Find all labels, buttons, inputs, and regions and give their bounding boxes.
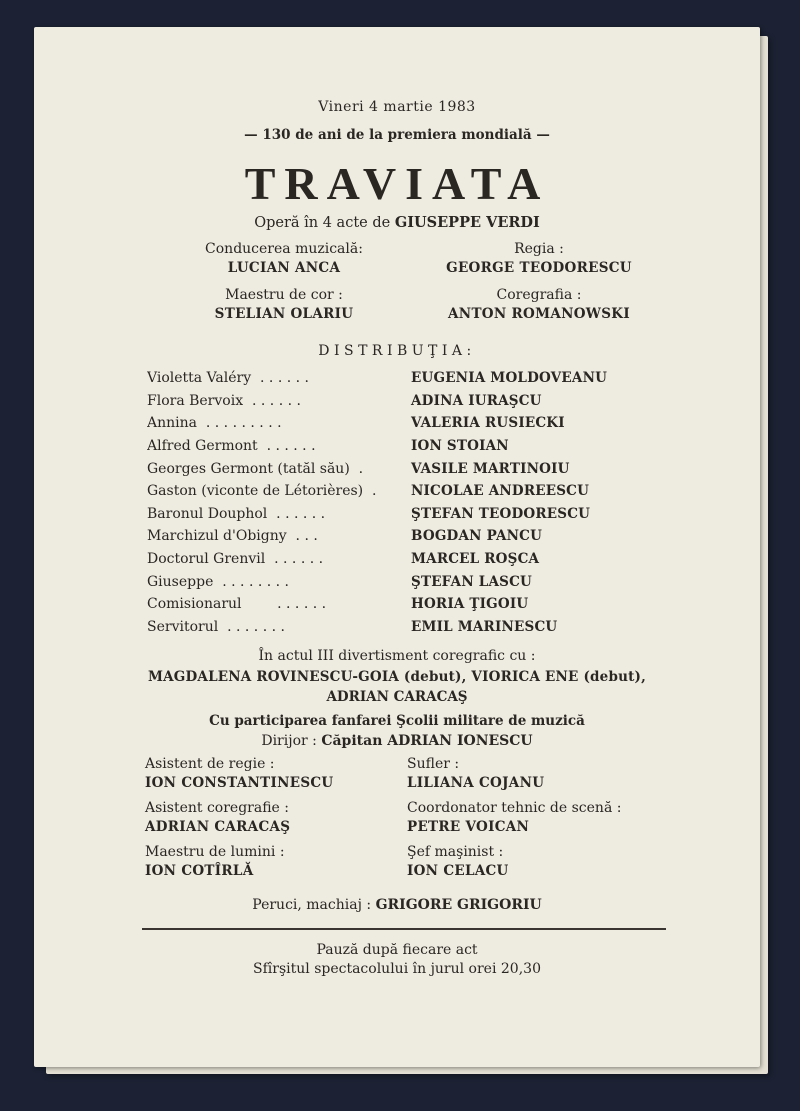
cast-actor: ŞTEFAN LASCU bbox=[411, 573, 533, 590]
crew-musical-direction bbox=[184, 240, 384, 278]
staff-name: LILIANA COJANU bbox=[407, 775, 545, 791]
wigs-makeup-credit bbox=[34, 897, 760, 913]
cast-row bbox=[147, 525, 667, 548]
opera-title: TRAVIATA bbox=[244, 158, 550, 209]
intermission-note: Pauză după fiecare act bbox=[316, 942, 478, 958]
cast-row bbox=[147, 503, 667, 526]
divider-rule bbox=[142, 928, 666, 930]
cast-actor: BOGDAN PANCU bbox=[411, 528, 543, 545]
staff-name: ION CELACU bbox=[407, 863, 509, 879]
staff-role: Asistent coregrafie : bbox=[145, 800, 289, 816]
crew-name: ANTON ROMANOWSKI bbox=[448, 306, 630, 322]
cast-role: Flora Bervoix . . . . . . bbox=[147, 392, 301, 409]
cast-row bbox=[147, 412, 667, 435]
cast-actor: NICOLAE ANDREESCU bbox=[411, 483, 590, 500]
crew-name: GEORGE TEODORESCU bbox=[446, 260, 632, 276]
staff-assistant-director bbox=[145, 755, 334, 793]
wigs-name: GRIGORE GRIGORIU bbox=[375, 897, 542, 913]
cast-actor: HORIA ŢIGOIU bbox=[411, 596, 529, 613]
cast-actor: VALERIA RUSIECKI bbox=[411, 415, 565, 432]
divertissement-intro: În actul III divertisment coregrafic cu : bbox=[258, 648, 536, 664]
end-time-note: Sfîrşitul spectacolului în jurul orei 20,30 bbox=[253, 961, 541, 977]
cast-list bbox=[147, 367, 667, 638]
cast-actor: EMIL MARINESCU bbox=[411, 618, 558, 635]
anniversary-line: — 130 de ani de la premiera mondială — bbox=[244, 127, 550, 143]
opera-subtitle bbox=[34, 214, 760, 231]
staff-role: Şef maşinist : bbox=[407, 844, 504, 860]
cast-actor: ION STOIAN bbox=[411, 438, 509, 455]
cast-heading: DISTRIBUŢIA: bbox=[318, 343, 476, 359]
divertissement-dancers: MAGDALENA ROVINESCU-GOIA (debut), VIORICA ENE (debut), bbox=[147, 669, 647, 685]
composer-name: GIUSEPPE VERDI bbox=[394, 214, 540, 231]
cast-row bbox=[147, 616, 667, 639]
staff-lighting-master bbox=[145, 843, 285, 881]
cast-row bbox=[147, 435, 667, 458]
staff-name: ION COTÎRLĂ bbox=[145, 863, 254, 879]
performance-date: Vineri 4 martie 1983 bbox=[318, 99, 476, 115]
cast-actor: ADINA IURAŞCU bbox=[411, 392, 542, 409]
crew-name: STELIAN OLARIU bbox=[214, 306, 354, 322]
cast-row bbox=[147, 367, 667, 390]
cast-row bbox=[147, 480, 667, 503]
cast-role: Annina . . . . . . . . . bbox=[147, 415, 282, 432]
cast-role: Gaston (viconte de Létorières) . bbox=[147, 483, 377, 500]
cast-row bbox=[147, 457, 667, 480]
cast-role: Violetta Valéry . . . . . . bbox=[147, 370, 309, 387]
staff-role: Coordonator tehnic de scenă : bbox=[407, 800, 622, 816]
staff-role: Asistent de regie : bbox=[145, 756, 275, 772]
crew-role: Conducerea muzicală: bbox=[205, 241, 363, 257]
crew-choreography bbox=[434, 286, 644, 324]
cast-role: Georges Germont (tatăl său) . bbox=[147, 460, 364, 477]
cast-role: Giuseppe . . . . . . . . bbox=[147, 573, 290, 590]
staff-assistant-choreography bbox=[145, 799, 290, 837]
cast-row bbox=[147, 593, 667, 616]
wigs-label: Peruci, machiaj : bbox=[252, 897, 372, 913]
cast-role: Comisionarul . . . . . . bbox=[147, 596, 327, 613]
divertissement-dancers-cont: ADRIAN CARACAŞ bbox=[326, 689, 468, 705]
cast-actor: VASILE MARTINOIU bbox=[411, 460, 570, 477]
cast-row bbox=[147, 390, 667, 413]
program-sheet bbox=[34, 27, 760, 1067]
conductor-name: Căpitan ADRIAN IONESCU bbox=[321, 733, 533, 749]
cast-role: Alfred Germont . . . . . . bbox=[147, 438, 316, 455]
cast-role: Baronul Douphol . . . . . . bbox=[147, 505, 326, 522]
crew-role: Regia : bbox=[514, 241, 564, 257]
staff-role: Maestru de lumini : bbox=[145, 844, 285, 860]
crew-name: LUCIAN ANCA bbox=[227, 260, 341, 276]
cast-role: Doctorul Grenvil . . . . . . bbox=[147, 551, 324, 568]
subtitle-prefix: Operă în 4 acte de bbox=[254, 215, 391, 231]
staff-role: Sufler : bbox=[407, 756, 460, 772]
conductor-label: Dirijor : bbox=[261, 733, 317, 749]
staff-technical-coordinator bbox=[407, 799, 621, 837]
staff-name: ADRIAN CARACAŞ bbox=[145, 819, 291, 835]
staff-name: ION CONSTANTINESCU bbox=[145, 775, 334, 791]
cast-role: Servitorul . . . . . . . bbox=[147, 618, 285, 635]
crew-stage-direction bbox=[434, 240, 644, 278]
staff-prompter bbox=[407, 755, 544, 793]
cast-row bbox=[147, 570, 667, 593]
staff-chief-machinist bbox=[407, 843, 509, 881]
fanfare-credit: Cu participarea fanfarei Şcolii militare de muzică bbox=[209, 713, 585, 729]
cast-role: Marchizul d'Obigny . . . bbox=[147, 528, 318, 545]
crew-chorus-master bbox=[184, 286, 384, 324]
crew-role: Maestru de cor : bbox=[225, 287, 343, 303]
conductor-credit bbox=[34, 733, 760, 749]
crew-role: Coregrafia : bbox=[496, 287, 582, 303]
cast-actor: ŞTEFAN TEODORESCU bbox=[411, 505, 591, 522]
cast-actor: MARCEL ROŞCA bbox=[411, 551, 540, 568]
staff-name: PETRE VOICAN bbox=[407, 819, 530, 835]
cast-actor: EUGENIA MOLDOVEANU bbox=[411, 370, 608, 387]
cast-row bbox=[147, 548, 667, 571]
